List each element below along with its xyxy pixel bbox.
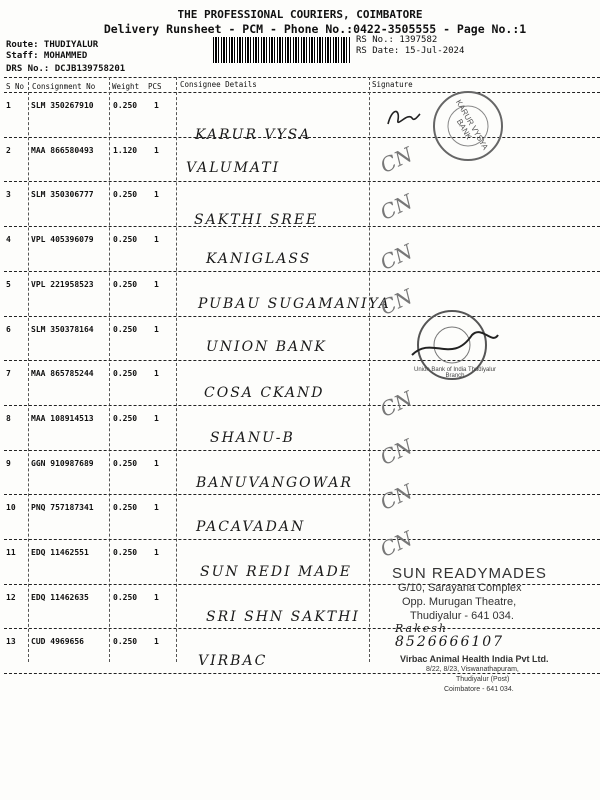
col-rule xyxy=(109,77,110,662)
sun-stamp-line2: Opp. Murugan Theatre, xyxy=(402,596,517,608)
sun-stamp-phone: 8526666107 xyxy=(395,634,505,650)
row-consignment-no: MAA 108914513 xyxy=(31,413,94,423)
col-rule xyxy=(176,77,177,662)
row-consignee-handwritten: KARUR VYSA xyxy=(195,127,312,143)
header-bottom-rule xyxy=(4,92,600,93)
row-pcs: 1 xyxy=(154,592,159,602)
row-pcs: 1 xyxy=(154,503,159,513)
row-consignment-no: CUD 4969656 xyxy=(31,637,84,647)
row-consignee-handwritten: VIRBAC xyxy=(198,653,268,670)
row-pcs: 1 xyxy=(154,279,159,289)
cn-mark: CN xyxy=(376,526,417,562)
row-pcs: 1 xyxy=(154,548,159,557)
cn-mark: CN xyxy=(376,189,417,225)
row-pcs: 1 xyxy=(154,190,159,200)
row-consignee-handwritten: PUBAU SUGAMANIYA xyxy=(198,295,391,312)
bank-seal xyxy=(428,86,508,170)
row-weight: 0.250 xyxy=(113,413,138,423)
row-separator xyxy=(4,360,600,361)
row-consignment-no: SLM 350378164 xyxy=(31,324,94,334)
col-header-consignment: Consignment No xyxy=(32,82,96,91)
row-consignee-handwritten: BANUVANGOWAR xyxy=(196,474,353,491)
row-weight: 0.250 xyxy=(113,101,138,110)
row-sno: 5 xyxy=(6,279,11,289)
rs-number: RS No.: 1397582 xyxy=(356,35,438,45)
row-pcs: 1 xyxy=(154,324,159,334)
cn-mark: CN xyxy=(376,142,417,178)
sun-stamp-name: SUN READYMADES xyxy=(392,565,547,582)
row-sno: 3 xyxy=(6,190,11,200)
staff-label: Staff: MOHAMMED xyxy=(6,51,88,61)
row-consignment-no: MAA 865785244 xyxy=(31,369,94,379)
row-separator xyxy=(4,137,600,138)
sun-stamp-line3: Thudiyalur - 641 034. xyxy=(410,610,514,622)
row-consignment-no: EDQ 11462551 xyxy=(31,548,89,557)
row-weight: 0.250 xyxy=(113,503,138,513)
row-separator xyxy=(4,271,600,272)
virbac-stamp-line3: Coimbatore - 641 034. xyxy=(444,686,514,693)
row-separator xyxy=(4,181,600,182)
company-title: THE PROFESSIONAL COURIERS, COIMBATORE xyxy=(177,8,423,21)
row-consignee-handwritten: UNION BANK xyxy=(206,338,327,355)
row-separator xyxy=(4,628,600,629)
row-sno: 7 xyxy=(6,369,11,379)
row-sno: 6 xyxy=(6,324,11,334)
row-pcs: 1 xyxy=(154,145,159,155)
bank-seal-text: KARUR VYSYA BANK xyxy=(453,98,490,152)
row-consignment-no: GGN 910987689 xyxy=(31,458,94,468)
row-sno: 9 xyxy=(6,458,11,468)
route-label: Route: THUDIYALUR xyxy=(6,40,99,50)
row-sno: 4 xyxy=(6,235,11,245)
row-weight: 0.250 xyxy=(113,592,138,602)
row-consignee-handwritten: COSA CKAND xyxy=(204,385,325,402)
row-pcs: 1 xyxy=(154,458,159,468)
runsheet-subtitle: Delivery Runsheet - PCM - Phone No.:0422-3505555 - Page No.:1 xyxy=(103,22,527,36)
sun-stamp-signature: Rakesh xyxy=(395,622,448,635)
cn-mark: CN xyxy=(376,284,417,320)
rs-date: RS Date: 15-Jul-2024 xyxy=(356,46,465,56)
cn-mark: CN xyxy=(376,479,417,515)
col-header-weight: Weight xyxy=(112,82,140,91)
row-separator xyxy=(4,673,600,674)
barcode-image xyxy=(213,37,351,63)
row-consignment-no: VPL 221958523 xyxy=(31,279,94,289)
row-sno: 8 xyxy=(6,413,11,423)
signature-initials xyxy=(382,102,422,136)
cn-mark: CN xyxy=(376,434,417,470)
row-separator xyxy=(4,226,600,227)
row-separator xyxy=(4,316,600,317)
row-weight: 0.250 xyxy=(113,279,138,289)
row-sno: 13 xyxy=(6,637,16,647)
row-consignee-handwritten: SRI SHN SAKTHI xyxy=(206,608,360,625)
row-consignee-handwritten: VALUMATI xyxy=(186,159,281,176)
union-bank-seal xyxy=(402,305,502,389)
row-weight: 0.250 xyxy=(113,369,138,379)
virbac-stamp-line2: Thudiyalur (Post) xyxy=(456,676,510,683)
row-sno: 12 xyxy=(6,592,16,602)
cn-mark: CN xyxy=(376,239,417,275)
row-consignment-no: SLM 350267910 xyxy=(31,101,94,110)
sun-stamp-line1: G/10, Sarayana Complex xyxy=(398,582,522,594)
row-consignee-handwritten: PACAVADAN xyxy=(196,519,306,536)
col-header-pcs: PCS xyxy=(148,82,162,91)
row-separator xyxy=(4,494,600,495)
col-header-consignee: Consignee Details xyxy=(180,80,257,89)
row-consignment-no: EDQ 11462635 xyxy=(31,592,89,602)
col-header-sno: S No xyxy=(6,82,25,91)
row-consignee-handwritten: KANIGLASS xyxy=(206,251,312,268)
row-weight: 0.250 xyxy=(113,458,138,468)
row-sno: 1 xyxy=(6,101,11,110)
drs-label: DRS No.: DCJB139758201 xyxy=(6,64,126,74)
row-pcs: 1 xyxy=(154,369,159,379)
col-header-signature: Signature xyxy=(372,80,413,89)
virbac-stamp-line1: 8/22, 8/23, Viswanathapuram, xyxy=(426,666,519,673)
row-weight: 0.250 xyxy=(113,235,138,245)
virbac-stamp-name: Virbac Animal Health India Pvt Ltd. xyxy=(400,654,549,664)
row-weight: 0.250 xyxy=(113,637,138,647)
row-pcs: 1 xyxy=(154,235,159,245)
row-weight: 0.250 xyxy=(113,190,138,200)
row-consignee-handwritten: SUN REDI MADE xyxy=(200,564,352,580)
row-consignment-no: MAA 866580493 xyxy=(31,145,94,155)
row-sno: 10 xyxy=(6,503,16,513)
row-pcs: 1 xyxy=(154,413,159,423)
header-top-rule xyxy=(4,77,600,78)
row-consignee-handwritten: SHANU-B xyxy=(210,429,295,446)
col-rule xyxy=(369,77,370,662)
cn-mark: CN xyxy=(376,386,417,422)
row-separator xyxy=(4,539,600,540)
row-weight: 1.120 xyxy=(113,145,138,155)
col-rule xyxy=(28,77,29,662)
row-separator xyxy=(4,450,600,451)
row-pcs: 1 xyxy=(154,637,159,647)
row-sno: 11 xyxy=(6,548,16,557)
row-weight: 0.250 xyxy=(113,548,138,557)
row-consignment-no: VPL 405396079 xyxy=(31,235,94,245)
row-sno: 2 xyxy=(6,145,11,155)
row-consignment-no: PNQ 757187341 xyxy=(31,503,94,513)
row-pcs: 1 xyxy=(154,101,159,110)
union-bank-seal-text: Union Bank of India Thudiyalur Branch xyxy=(414,367,496,379)
row-consignment-no: SLM 350306777 xyxy=(31,190,94,200)
row-separator xyxy=(4,405,600,406)
row-weight: 0.250 xyxy=(113,324,138,334)
row-consignee-handwritten: SAKTHI SREE xyxy=(194,212,319,229)
